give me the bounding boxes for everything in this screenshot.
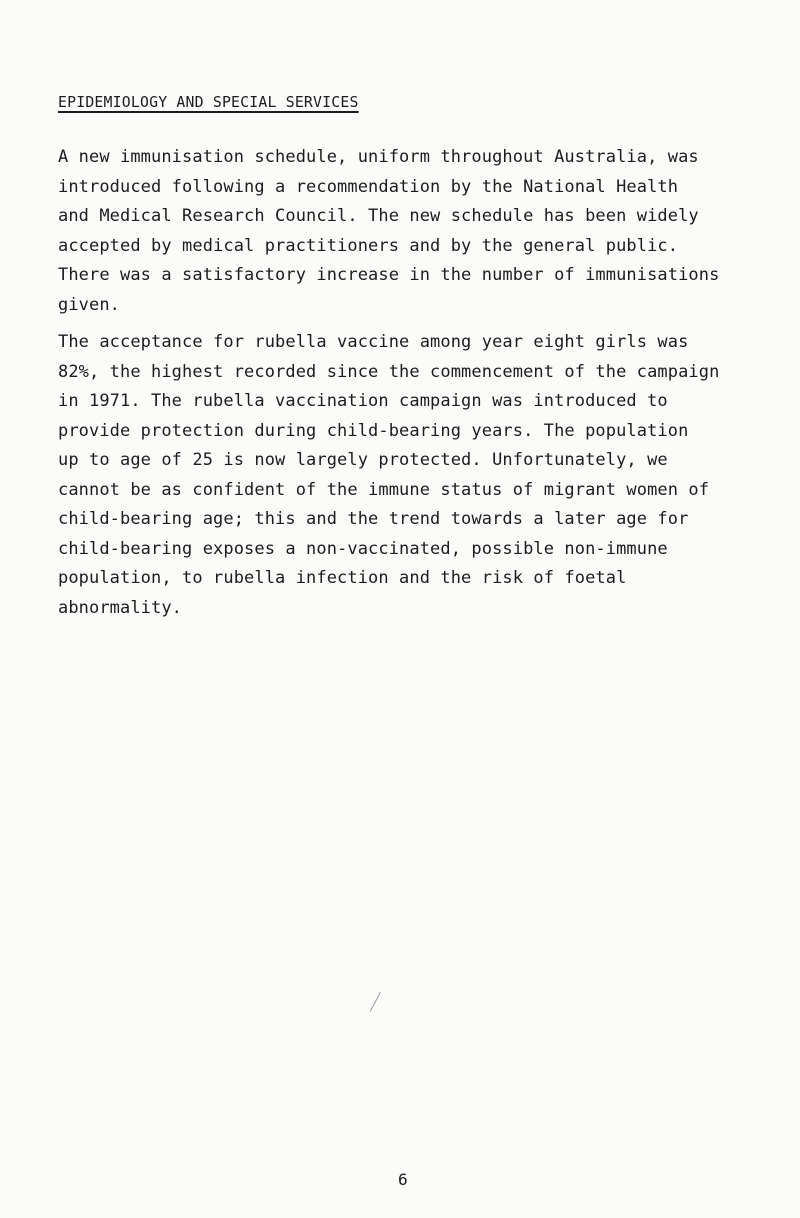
text-line: up to age of 25 is now largely protected. Unfortunately, we [58, 450, 668, 470]
stray-pen-mark [370, 992, 381, 1012]
paragraph-rubella-vaccine [58, 328, 768, 623]
text-line: cannot be as confident of the immune status of migrant women of [58, 479, 710, 500]
text-line: in 1971. The rubella vaccination campaign was introduced to [58, 391, 668, 411]
text-line: given. [58, 294, 121, 315]
text-line: introduced following a recommendation by the National Health [58, 176, 679, 197]
text-line: and Medical Research Council. The new schedule has been widely [58, 206, 699, 226]
text-line: population, to rubella infection and the risk of foetal [58, 568, 627, 588]
text-line: child-bearing exposes a non-vaccinated, possible non-immune [58, 538, 668, 559]
page-number: 6 [398, 1170, 408, 1189]
section-heading: EPIDEMIOLOGY AND SPECIAL SERVICES [58, 94, 359, 111]
text-line: accepted by medical practitioners and by the general public. [58, 235, 679, 256]
text-line: abnormality. [58, 597, 183, 618]
text-line: The acceptance for rubella vaccine among year eight girls was [58, 332, 689, 352]
text-line: child-bearing age; this and the trend towards a later age for [58, 509, 689, 529]
text-line: 82%, the highest recorded since the commencement of the campaign [58, 361, 720, 382]
text-line: There was a satisfactory increase in the number of immunisations [58, 265, 720, 285]
text-line: A new immunisation schedule, uniform throughout Australia, was [58, 147, 699, 167]
paragraph-immunisation-schedule [58, 143, 768, 320]
text-line: provide protection during child-bearing years. The population [58, 420, 689, 441]
